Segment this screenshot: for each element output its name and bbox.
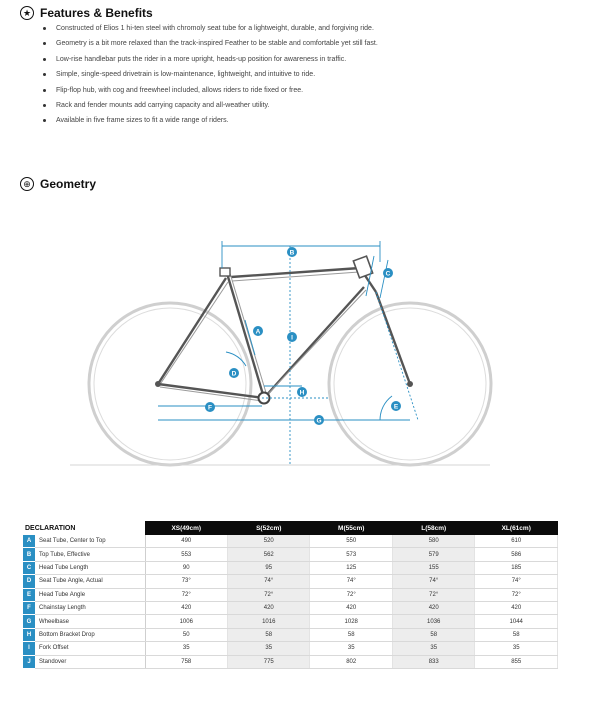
row-letter: F [23, 601, 35, 614]
table-cell: 1028 [310, 615, 392, 628]
table-cell: 72° [228, 588, 310, 601]
table-cell: 155 [392, 561, 474, 574]
table-row [23, 628, 558, 641]
geometry-table [23, 521, 558, 669]
size-header: XL(61cm) [475, 521, 558, 535]
marker-label: B [289, 249, 295, 257]
row-letter: C [23, 561, 35, 574]
row-label: Seat Tube Angle, Actual [35, 575, 145, 588]
list-item: Simple, single-speed drivetrain is low-maintenance, lightweight, and intuitive to ride. [42, 70, 402, 79]
table-cell: 74° [310, 575, 392, 588]
geometry-title: Geometry [40, 177, 97, 191]
table-cell: 580 [392, 535, 474, 548]
row-letter: H [23, 628, 35, 641]
row-letter: A [23, 535, 35, 548]
marker-label: H [299, 389, 305, 397]
size-header: S(52cm) [228, 521, 310, 535]
table-row [23, 548, 558, 561]
table-cell: 73° [145, 575, 227, 588]
row-label: Chainstay Length [35, 601, 145, 614]
table-cell: 58 [228, 628, 310, 641]
table-cell: 74° [392, 575, 474, 588]
table-cell: 58 [475, 628, 558, 641]
row-label: Wheelbase [35, 615, 145, 628]
table-cell: 1016 [228, 615, 310, 628]
table-cell: 1036 [392, 615, 474, 628]
table-cell: 586 [475, 548, 558, 561]
declaration-header: DECLARATION [23, 521, 145, 535]
table-cell: 610 [475, 535, 558, 548]
table-cell: 35 [475, 642, 558, 655]
table-cell: 50 [145, 628, 227, 641]
bike-geometry-diagram [0, 206, 600, 476]
marker-label: I [291, 334, 293, 342]
size-header: L(58cm) [392, 521, 474, 535]
table-cell: 90 [145, 561, 227, 574]
list-item: Rack and fender mounts add carrying capacity and all-weather utility. [42, 101, 402, 110]
rear-axle [155, 381, 161, 387]
row-label: Fork Offset [35, 642, 145, 655]
table-cell: 185 [475, 561, 558, 574]
table-cell: 74° [228, 575, 310, 588]
table-cell: 420 [145, 601, 227, 614]
table-cell: 579 [392, 548, 474, 561]
table-cell: 58 [310, 628, 392, 641]
table-cell: 1006 [145, 615, 227, 628]
table-cell: 562 [228, 548, 310, 561]
table-cell: 420 [228, 601, 310, 614]
marker-label: F [208, 404, 212, 412]
row-letter: B [23, 548, 35, 561]
table-row [23, 655, 558, 668]
table-cell: 72° [475, 588, 558, 601]
front-axle [407, 381, 413, 387]
row-label: Seat Tube, Center to Top [35, 535, 145, 548]
marker-label: E [393, 403, 399, 411]
table-cell: 74° [475, 575, 558, 588]
table-cell: 520 [228, 535, 310, 548]
table-cell: 35 [228, 642, 310, 655]
row-label: Top Tube, Effective [35, 548, 145, 561]
row-letter: G [23, 615, 35, 628]
table-row [23, 588, 558, 601]
features-list [42, 24, 402, 132]
table-cell: 58 [392, 628, 474, 641]
geometry-heading [20, 177, 96, 191]
table-cell: 420 [475, 601, 558, 614]
row-label: Head Tube Length [35, 561, 145, 574]
table-cell: 72° [310, 588, 392, 601]
bike-frame [158, 268, 410, 398]
table-cell: 490 [145, 535, 227, 548]
list-item: Constructed of Elios 1 hi-ten steel with chromoly seat tube for a lightweight, durable, and forgiving ride. [42, 24, 402, 33]
table-cell: 833 [392, 655, 474, 668]
row-letter: J [23, 655, 35, 668]
table-cell: 775 [228, 655, 310, 668]
table-row [23, 575, 558, 588]
row-label: Standover [35, 655, 145, 668]
dimension-lines [158, 241, 418, 465]
marker-label: G [316, 417, 322, 425]
table-cell: 420 [310, 601, 392, 614]
table-cell: 125 [310, 561, 392, 574]
list-item: Low-rise handlebar puts the rider in a more upright, heads-up position for awareness in traffic. [42, 55, 402, 64]
features-title: Features & Benefits [40, 6, 153, 20]
size-header: M(55cm) [310, 521, 392, 535]
head-tube-top [353, 256, 372, 278]
row-letter: I [23, 642, 35, 655]
table-header-row [23, 521, 558, 535]
star-icon: ★ [20, 6, 34, 20]
row-letter: E [23, 588, 35, 601]
seat-post-top [220, 268, 230, 276]
table-cell: 553 [145, 548, 227, 561]
table-cell: 550 [310, 535, 392, 548]
table-cell: 802 [310, 655, 392, 668]
rear-wheel [89, 303, 251, 465]
row-label: Head Tube Angle [35, 588, 145, 601]
table-cell: 35 [310, 642, 392, 655]
table-row [23, 601, 558, 614]
table-cell: 72° [145, 588, 227, 601]
geometry-icon: ⊕ [20, 177, 34, 191]
list-item: Flip-flop hub, with cog and freewheel included, allows riders to ride fixed or free. [42, 86, 402, 95]
row-letter: D [23, 575, 35, 588]
table-row [23, 535, 558, 548]
table-cell: 35 [392, 642, 474, 655]
table-cell: 420 [392, 601, 474, 614]
marker-label: C [385, 270, 391, 278]
table-cell: 72° [392, 588, 474, 601]
table-row [23, 642, 558, 655]
table-row [23, 561, 558, 574]
row-label: Bottom Bracket Drop [35, 628, 145, 641]
marker-label: D [231, 370, 237, 378]
list-item: Available in five frame sizes to fit a wide range of riders. [42, 116, 402, 125]
frame-inner-lines [160, 270, 366, 401]
size-header: XS(49cm) [145, 521, 227, 535]
table-cell: 1044 [475, 615, 558, 628]
table-cell: 855 [475, 655, 558, 668]
list-item: Geometry is a bit more relaxed than the track-inspired Feather to be stable and comfortable yet still fast. [42, 39, 402, 48]
marker-label: A [255, 328, 261, 336]
features-heading [20, 6, 153, 20]
table-row [23, 615, 558, 628]
table-cell: 95 [228, 561, 310, 574]
table-cell: 758 [145, 655, 227, 668]
table-cell: 573 [310, 548, 392, 561]
table-cell: 35 [145, 642, 227, 655]
